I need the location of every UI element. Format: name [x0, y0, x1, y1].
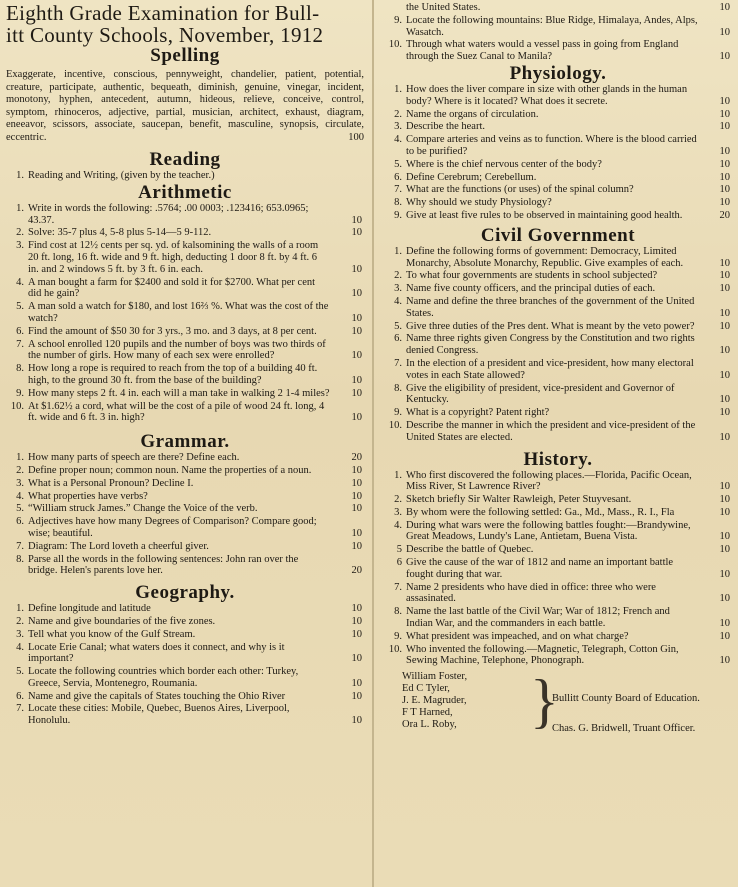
question-points: 10	[719, 320, 730, 332]
question-points: 10	[351, 615, 362, 627]
question-number: 8.	[16, 553, 24, 565]
question-text: Reading and Writing, (given by the teacher.)	[28, 170, 215, 181]
question-points: 10	[719, 121, 730, 133]
question-number: 1.	[394, 469, 402, 481]
question-points: 10	[719, 283, 730, 295]
question-points: 20	[351, 452, 362, 464]
question-number: 8.	[16, 363, 24, 375]
geography-list	[6, 603, 364, 727]
question-points: 10	[719, 345, 730, 357]
question-points: 10	[719, 369, 730, 381]
question-text: Locate Erie Canal; what waters does it connect, and why is it important?	[28, 641, 285, 665]
question-number: 6.	[394, 333, 402, 345]
question-text: Give at least five rules to be observed in maintaining good health.	[406, 209, 683, 221]
question-item	[384, 2, 732, 14]
question-item	[384, 520, 732, 544]
reading-list	[6, 170, 364, 182]
question-text: To what four governments are students in school subjected?	[406, 270, 658, 282]
question-points: 10	[719, 26, 730, 38]
question-points: 10	[351, 477, 362, 489]
question-text: Through what waters would a vessel pass in going from England through the Suez Canal to Manila?	[406, 39, 679, 63]
question-number: 2.	[394, 270, 402, 282]
question-text: Who first discovered the following places.—Florida, Pacific Ocean, Miss River, St Lawrence River?	[406, 469, 692, 493]
exam-title-line2: itt County Schools, November, 1912	[6, 23, 324, 47]
arithmetic-heading: Arithmetic	[138, 181, 232, 203]
question-points: 10	[351, 677, 362, 689]
question-text: Parse all the words in the following sentences: John ran over the bridge. Helen's parents love her.	[28, 553, 299, 577]
question-item	[6, 491, 364, 503]
question-text: Name and define the three branches of the government of the United States.	[406, 295, 695, 319]
question-number: 4.	[394, 295, 402, 307]
question-text: “William struck James.” Change the Voice of the verb.	[28, 503, 258, 515]
question-text: Where is the chief nervous center of the body?	[406, 158, 602, 170]
question-number: 5.	[394, 320, 402, 332]
question-number: 9.	[394, 407, 402, 419]
question-text: Name and give boundaries of the five zones.	[28, 615, 216, 627]
question-number: 7.	[16, 338, 24, 350]
question-item	[384, 210, 732, 222]
question-item	[6, 703, 364, 727]
question-number: 8.	[394, 197, 402, 209]
reading-heading: Reading	[149, 149, 221, 170]
question-points: 10	[719, 506, 730, 518]
question-item	[384, 197, 732, 209]
question-number: 6.	[16, 690, 24, 702]
question-item	[384, 420, 732, 444]
question-points: 10	[351, 653, 362, 665]
question-number: 8.	[394, 606, 402, 618]
question-text: Solve: 35-7 plus 4, 5-8 plus 5-14—5 9-112.	[28, 227, 212, 239]
question-text: Describe the heart.	[406, 121, 486, 133]
question-points: 10	[719, 145, 730, 157]
question-number: 4.	[394, 134, 402, 146]
board-member: Ora L. Roby,	[402, 719, 457, 731]
question-item	[6, 666, 364, 690]
question-item	[384, 407, 732, 419]
question-points: 10	[351, 387, 362, 399]
question-text: How many steps 2 ft. 4 in. each will a man take in walking 2 1-4 miles?	[28, 387, 330, 399]
question-number: 1.	[16, 603, 24, 615]
board-member: F T Harned,	[402, 707, 453, 719]
question-text: Describe the battle of Quebec.	[406, 544, 534, 556]
question-points: 10	[719, 655, 730, 667]
question-number: 7.	[16, 703, 24, 715]
question-number: 1.	[394, 83, 402, 95]
question-text: Who invented the following.—Magnetic, Telegraph, Cotton Gin, Sewing Machine, Telephone, Phonograph.	[406, 643, 679, 667]
question-points: 10	[719, 407, 730, 419]
question-number: 3.	[394, 283, 402, 295]
question-text: What is a Personal Pronoun? Decline I.	[28, 477, 194, 489]
question-item	[384, 358, 732, 382]
question-text: Locate the following countries which border each other: Turkey, Greece, Servia, Montenegro, Roumania.	[28, 666, 299, 689]
question-points: 20	[719, 209, 730, 221]
question-number: 6.	[394, 171, 402, 183]
question-points: 10	[351, 628, 362, 640]
question-number: 10.	[10, 400, 24, 412]
question-text: Name the last battle of the Civil War; War of 1812; French and Indian War, and the commanders in each battle.	[406, 606, 670, 630]
question-item	[384, 121, 732, 133]
question-points: 10	[351, 540, 362, 552]
question-number: 2.	[16, 615, 24, 627]
question-points: 10	[351, 715, 362, 727]
question-item	[6, 691, 364, 703]
physiology-list	[384, 84, 732, 222]
physiology-heading: Physiology.	[509, 62, 607, 84]
question-text: Find the amount of $50 30 for 3 yrs., 3 mo. and 3 days, at 8 per cent.	[28, 325, 317, 337]
board-member: William Foster,	[402, 671, 468, 683]
question-number: 4.	[16, 641, 24, 653]
question-points: 10	[719, 51, 730, 63]
board-title: Bullitt County Board of Education.	[552, 693, 700, 705]
question-number: 10.	[388, 39, 402, 51]
question-points: 10	[351, 464, 362, 476]
question-points: 10	[719, 197, 730, 209]
spelling-heading: Spelling	[150, 45, 220, 66]
question-number: 6.	[16, 325, 24, 337]
question-text: Name 2 presidents who have died in office: three who were assasinated.	[406, 581, 656, 605]
question-item	[6, 363, 364, 387]
civil-heading: Civil Government	[480, 224, 636, 246]
question-points: 10	[719, 184, 730, 196]
board-member: Ed C Tyler,	[402, 683, 450, 695]
question-number: 7.	[394, 357, 402, 369]
question-item	[384, 494, 732, 506]
board-signatures	[402, 668, 732, 737]
question-item	[6, 388, 364, 400]
question-item	[6, 277, 364, 301]
question-text: Give three duties of the Pres dent. What is meant by the veto power?	[406, 320, 695, 332]
civil-list	[384, 246, 732, 444]
question-number: 9.	[16, 387, 24, 399]
question-text: Tell what you know of the Gulf Stream.	[28, 628, 196, 640]
question-number: 6	[396, 557, 402, 569]
question-item	[384, 84, 732, 108]
question-points: 10	[719, 158, 730, 170]
question-item	[6, 227, 364, 239]
question-points: 10	[719, 95, 730, 107]
question-text: Give the cause of the war of 1812 and name an important battle fought during that war.	[406, 557, 674, 580]
question-item	[6, 240, 364, 275]
question-points: 10	[351, 412, 362, 424]
question-points: 10	[719, 307, 730, 319]
question-points: 10	[351, 690, 362, 702]
question-item	[6, 339, 364, 363]
question-points: 10	[719, 108, 730, 120]
question-text: Locate these cities: Mobile, Quebec, Buenos Aires, Liverpool, Honolulu.	[28, 703, 290, 727]
history-list	[384, 470, 732, 668]
question-text: Sketch briefly Sir Walter Rawleigh, Peter Stuyvesant.	[406, 494, 632, 506]
question-text: Locate the following mountains: Blue Ridge, Himalaya, Andes, Alps, Wasatch.	[406, 14, 698, 38]
question-text: What are the functions (or uses) of the spinal column?	[406, 184, 634, 196]
question-number: 8.	[394, 382, 402, 394]
question-number: 3.	[16, 477, 24, 489]
question-text: Find cost at 12½ cents per sq. yd. of kalsomining the walls of a room 20 ft. long, 16 ft. wide and 9 ft. high, deducting 1 door 8 ft. by 4 ft. 6 in. and 2 windows 5 ft. by 3 ft. 6 in. each.	[28, 240, 319, 275]
question-number: 1.	[16, 452, 24, 464]
question-number: 5.	[16, 503, 24, 515]
question-text: Give the eligibility of president, vice-president and Governor of Kentucky.	[406, 382, 675, 406]
brace-icon: }	[530, 668, 559, 735]
spelling-words: Exaggerate, incentive, conscious, pennyweight, chandelier, patient, potential, creature, participate, authentic, bequeath, diminish, genuine, vinegar, incident, monotony, hyphen, antecedent, autumn, hideous, relieve, conceive, control, symptom, rhinoceros, adjective, partial, musician, architect, exhaust, diagram, eneeavor, scissors, associate, saucepan, benefit, masculine, synopsis, circulate, eccentric.	[6, 69, 364, 143]
question-item	[6, 629, 364, 641]
question-item	[384, 544, 732, 556]
question-text: Why should we study Physiology?	[406, 197, 552, 209]
question-points: 10	[719, 494, 730, 506]
question-text: Define the following forms of government: Democracy, Limited Monarchy, Absolute Monarchy, Republic. Give examples of each.	[406, 245, 684, 269]
question-item	[384, 134, 732, 158]
question-points: 10	[719, 394, 730, 406]
question-text: What president was impeached, and on what charge?	[406, 630, 629, 642]
question-text: Define proper noun; common noun. Name the properties of a noun.	[28, 464, 312, 476]
question-text: Diagram: The Lord loveth a cheerful giver.	[28, 540, 209, 552]
grammar-list	[6, 452, 364, 577]
question-points: 10	[351, 603, 362, 615]
question-item	[384, 606, 732, 630]
question-text: A man bought a farm for $2400 and sold it for $2700. What per cent did he gain?	[28, 276, 316, 300]
question-points: 10	[719, 568, 730, 580]
question-text: How many parts of speech are there? Define each.	[28, 452, 240, 464]
question-number: 5.	[16, 666, 24, 678]
question-item	[384, 270, 732, 282]
question-points: 10	[719, 593, 730, 605]
question-points: 10	[351, 263, 362, 275]
question-number: 10.	[388, 419, 402, 431]
question-points: 10	[719, 481, 730, 493]
question-number: 2.	[16, 227, 24, 239]
question-item	[6, 554, 364, 578]
question-text: Name the organs of circulation.	[406, 108, 539, 120]
question-text: Define longitude and latitude	[28, 603, 151, 615]
question-item	[6, 478, 364, 490]
question-text: At $1.62½ a cord, what will be the cost of a pile of wood 24 ft. long, 4 ft. wide and 6 ft. 3 in. high?	[28, 400, 325, 424]
question-item	[384, 283, 732, 295]
question-points: 20	[351, 565, 362, 577]
question-item	[384, 333, 732, 357]
question-item	[384, 296, 732, 320]
question-item	[6, 603, 364, 615]
question-points: 10	[719, 270, 730, 282]
question-points: 10	[719, 531, 730, 543]
question-number: 2.	[394, 494, 402, 506]
question-item	[6, 301, 364, 325]
question-text: By whom were the following settled: Ga., Md., Mass., R. I., Fla	[406, 506, 675, 518]
question-points: 10	[351, 527, 362, 539]
question-number: 6.	[16, 516, 24, 528]
question-text: Write in words the following: .5764; .00 0003; .123416; 653.0965; 43.37.	[28, 202, 309, 226]
question-item	[6, 503, 364, 515]
question-item	[384, 246, 732, 270]
question-number: 1.	[16, 202, 24, 214]
question-item	[384, 507, 732, 519]
question-number: 3.	[394, 121, 402, 133]
right-column	[374, 0, 738, 737]
question-item	[6, 616, 364, 628]
exam-title-line1: Eighth Grade Examination for Bull-	[6, 1, 320, 25]
spelling-points: 100	[348, 132, 364, 143]
question-points: 10	[351, 227, 362, 239]
question-points: 10	[351, 288, 362, 300]
grammar-heading: Grammar.	[140, 431, 230, 453]
question-number: 4.	[394, 519, 402, 531]
question-number: 7.	[394, 184, 402, 196]
question-item	[384, 172, 732, 184]
question-points: 10	[351, 490, 362, 502]
question-number: 1.	[16, 170, 24, 181]
question-points: 10	[351, 325, 362, 337]
arithmetic-list	[6, 203, 364, 424]
question-points: 10	[719, 544, 730, 556]
question-text: Describe the manner in which the president and vice-president of the United States are elected.	[406, 419, 696, 443]
question-number: 3.	[16, 240, 24, 252]
question-text: Name and give the capitals of States touching the Ohio River	[28, 690, 286, 702]
question-item	[6, 541, 364, 553]
question-item	[384, 383, 732, 407]
question-text: Name three rights given Congress by the Constitution and two rights denied Congress.	[406, 333, 695, 357]
question-item	[6, 401, 364, 425]
question-points: 10	[351, 503, 362, 515]
question-number: 5.	[394, 158, 402, 170]
question-item	[384, 39, 732, 63]
question-number: 5.	[16, 301, 24, 313]
question-item	[384, 184, 732, 196]
question-text: Name five county officers, and the principal duties of each.	[406, 283, 656, 295]
question-points: 10	[719, 630, 730, 642]
question-item	[6, 465, 364, 477]
question-text: What properties have verbs?	[28, 490, 148, 502]
question-number: 3.	[16, 628, 24, 640]
question-item	[384, 470, 732, 494]
question-number: 2.	[394, 108, 402, 120]
question-number: 4.	[16, 490, 24, 502]
question-points: 10	[351, 350, 362, 362]
question-text: Adjectives have how many Degrees of Comparison? Compare good; wise; beautiful.	[28, 516, 317, 539]
question-item	[384, 582, 732, 606]
question-number: 4.	[16, 276, 24, 288]
question-points: 10	[351, 312, 362, 324]
question-item	[6, 642, 364, 666]
question-text: Define Cerebrum; Cerebellum.	[406, 171, 537, 183]
question-text: What is a copyright? Patent right?	[406, 407, 550, 419]
question-item	[6, 203, 364, 227]
question-item	[384, 15, 732, 39]
question-number: 7.	[16, 540, 24, 552]
question-points: 10	[351, 214, 362, 226]
geography-cont-list	[384, 2, 732, 63]
question-item	[6, 452, 364, 464]
question-text: Compare arteries and veins as to function. Where is the blood carried to be purified?	[406, 134, 697, 157]
question-number: 3.	[394, 506, 402, 518]
question-points: 10	[719, 2, 730, 13]
history-heading: History.	[523, 448, 593, 470]
question-number: 9.	[394, 209, 402, 221]
geography-heading: Geography.	[135, 582, 235, 604]
question-text: A school enrolled 120 pupils and the number of boys was two thirds of the number of girls. How many of each sex were enrolled?	[28, 338, 326, 362]
question-item	[384, 644, 732, 668]
question-points: 10	[719, 257, 730, 269]
board-names	[402, 671, 467, 731]
question-text: In the election of a president and vice-president, how many electoral votes in each State allowed?	[406, 357, 694, 381]
question-number: 9.	[394, 630, 402, 642]
question-item	[384, 321, 732, 333]
question-points: 10	[719, 171, 730, 183]
question-points: 10	[719, 618, 730, 630]
question-item	[384, 631, 732, 643]
question-number: 5	[396, 544, 402, 556]
question-number: 9.	[394, 14, 402, 26]
question-text: How does the liver compare in size with other glands in the human body? Where is it located? What does it secrete.	[406, 83, 688, 107]
truant-officer: Chas. G. Bridwell, Truant Officer.	[552, 723, 696, 735]
question-item	[384, 557, 732, 581]
question-number: 7.	[394, 581, 402, 593]
left-column	[0, 0, 372, 728]
question-text: During what wars were the following battles fought:—Brandywine, Great Meadows, Lundy's Lane, Antietam, Buena Vista.	[406, 519, 691, 543]
question-number: 2.	[16, 464, 24, 476]
question-item	[384, 159, 732, 171]
question-text: A man sold a watch for $180, and lost 16⅔ %. What was the cost of the watch?	[28, 301, 329, 324]
question-number: 10.	[388, 643, 402, 655]
question-number: 1.	[394, 245, 402, 257]
board-member: J. E. Magruder,	[402, 695, 467, 707]
question-points: 10	[719, 431, 730, 443]
question-points: 10	[351, 374, 362, 386]
question-item	[384, 109, 732, 121]
question-text: How long a rope is required to reach from the top of a building 40 ft. high, to the ground 30 ft. from the base of the building?	[28, 363, 318, 386]
question-item	[6, 170, 364, 182]
question-text: the United States.	[406, 2, 481, 13]
question-item	[6, 516, 364, 540]
question-item	[6, 326, 364, 338]
